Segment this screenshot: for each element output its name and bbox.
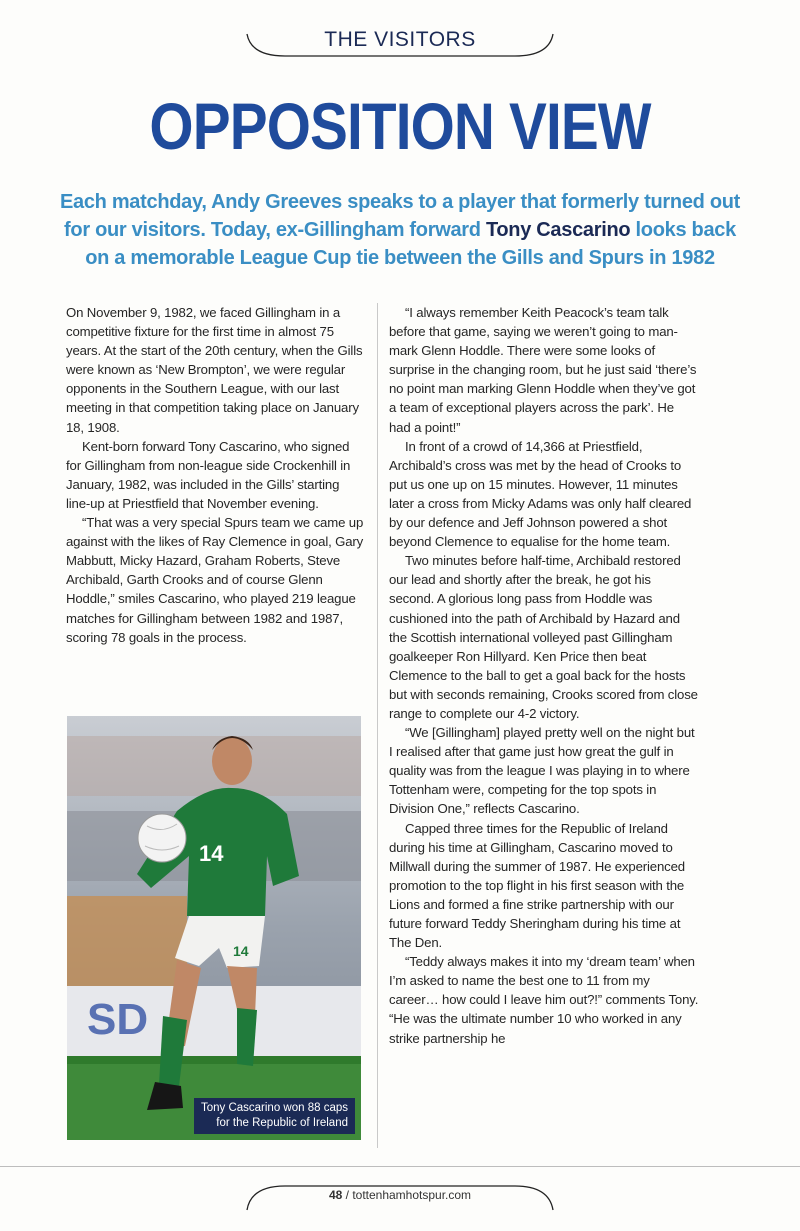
standfirst-player-name: Tony Cascarino (485, 219, 631, 241)
footer-text (245, 1188, 555, 1202)
footer-site[interactable]: tottenhamhotspur.com (352, 1188, 472, 1202)
article-paragraph: Two minutes before half-time, Archibald restored our lead and shortly after the break, he got his second. A glorious long pass from Hoddle was cushioned into the path of Archibald by Hazard and the Scottish international volleyed past Gillingham goalkeeper Ron Hillyard. Ken Price then beat Clemence to the ball to get a goal back for the hosts but with seconds remaining, Crooks scored from close range to complete our 4-2 victory. (389, 553, 698, 721)
article-paragraph: “We [Gillingham] played pretty well on the night but I realised after that game just how great the gulf in quality was from the league I was playing in to where Tottenham were, competing for the top spots in Division One,” reflects Cascarino. (389, 725, 695, 817)
standfirst-outro: looks back on a memorable League Cup tie between the Gills and Spurs in 1982 (85, 219, 736, 269)
photo-caption (194, 1098, 355, 1134)
article-paragraph: “Teddy always makes it into my ‘dream team’ when I’m asked to name the best one to 11 from my career… how could I leave him out?!” comments Tony. “He was the ultimate number 10 who worked in any strike partnership he (389, 954, 699, 1046)
article-paragraph: On November 9, 1982, we faced Gillingham in a competitive fixture for the first time in almost 75 years. At the start of the 20th century, when the Gills were known as ‘New Brompton’, we were regular opponents in the Southern League, with our last meeting in that competition taking place on January 18, 1908. (66, 305, 363, 435)
article-paragraph: “I always remember Keith Peacock’s team talk before that game, saying we weren’t going to man-mark Glenn Hoddle. There were some looks of surprise in the changing room, but he just said ‘there’s no point man marking Glenn Hoddle when they’ve got a team of exceptional players across the park’. He had a point!” (389, 305, 697, 435)
page-number: 48 (328, 1188, 343, 1202)
page-headline: OPPOSITION VIEW (149, 89, 651, 163)
shirt-number: 14 (199, 841, 224, 866)
svg-text:SD: SD (87, 995, 149, 1044)
footer-rule (0, 1166, 800, 1167)
article-column-right (389, 303, 699, 1048)
caption-line: for the Republic of Ireland (216, 1117, 348, 1129)
section-label: THE VISITORS (324, 28, 476, 51)
article-paragraph: “That was a very special Spurs team we came up against with the likes of Ray Clemence in goal, Gary Mabbutt, Micky Hazard, Graham Roberts, Steve Archibald, Garth Crooks and of course Glenn Hoddle,” smiles Cascarino, who played 219 league matches for Gillingham between 1982 and 1987, scoring 78 goals in the process. (66, 515, 364, 645)
caption-line: Tony Cascarino won 88 caps (200, 1102, 348, 1114)
standfirst-intro: Each matchday, Andy Greeves speaks to a player that formerly turned out for our visitors. Today, ex-Gillingham forward (59, 191, 741, 241)
article-paragraph: Capped three times for the Republic of Ireland during his time at Gillingham, Cascarino moved to Millwall during the summer of 1987. He experienced promotion to the top flight in his first season with the Lions and formed a fine strike partnership with our future forward Teddy Sheringham during his time at The Den. (389, 820, 685, 951)
footer-separator: / (342, 1188, 353, 1202)
section-tag (245, 22, 555, 62)
standfirst (58, 188, 742, 272)
page-footer (245, 1180, 555, 1216)
article-paragraph: In front of a crowd of 14,366 at Priestfield, Archibald’s cross was met by the head of Crooks to put us one up on 15 minutes. However, 11 minutes later a cross from Micky Adams was only half cleared by our defence and Jeff Johnson powered a shot beyond Clemence to equalise for the home team. (389, 438, 692, 550)
article-paragraph: Kent-born forward Tony Cascarino, who signed for Gillingham from non-league side Crockenhill in January, 1982, was included in the Gills’ starting line-up at Priestfield that November evening. (66, 438, 351, 511)
shorts-number: 14 (233, 943, 249, 959)
player-photo (67, 716, 361, 1140)
article-column-left (66, 303, 366, 647)
player-illustration (67, 716, 361, 1140)
column-divider (377, 303, 378, 1148)
